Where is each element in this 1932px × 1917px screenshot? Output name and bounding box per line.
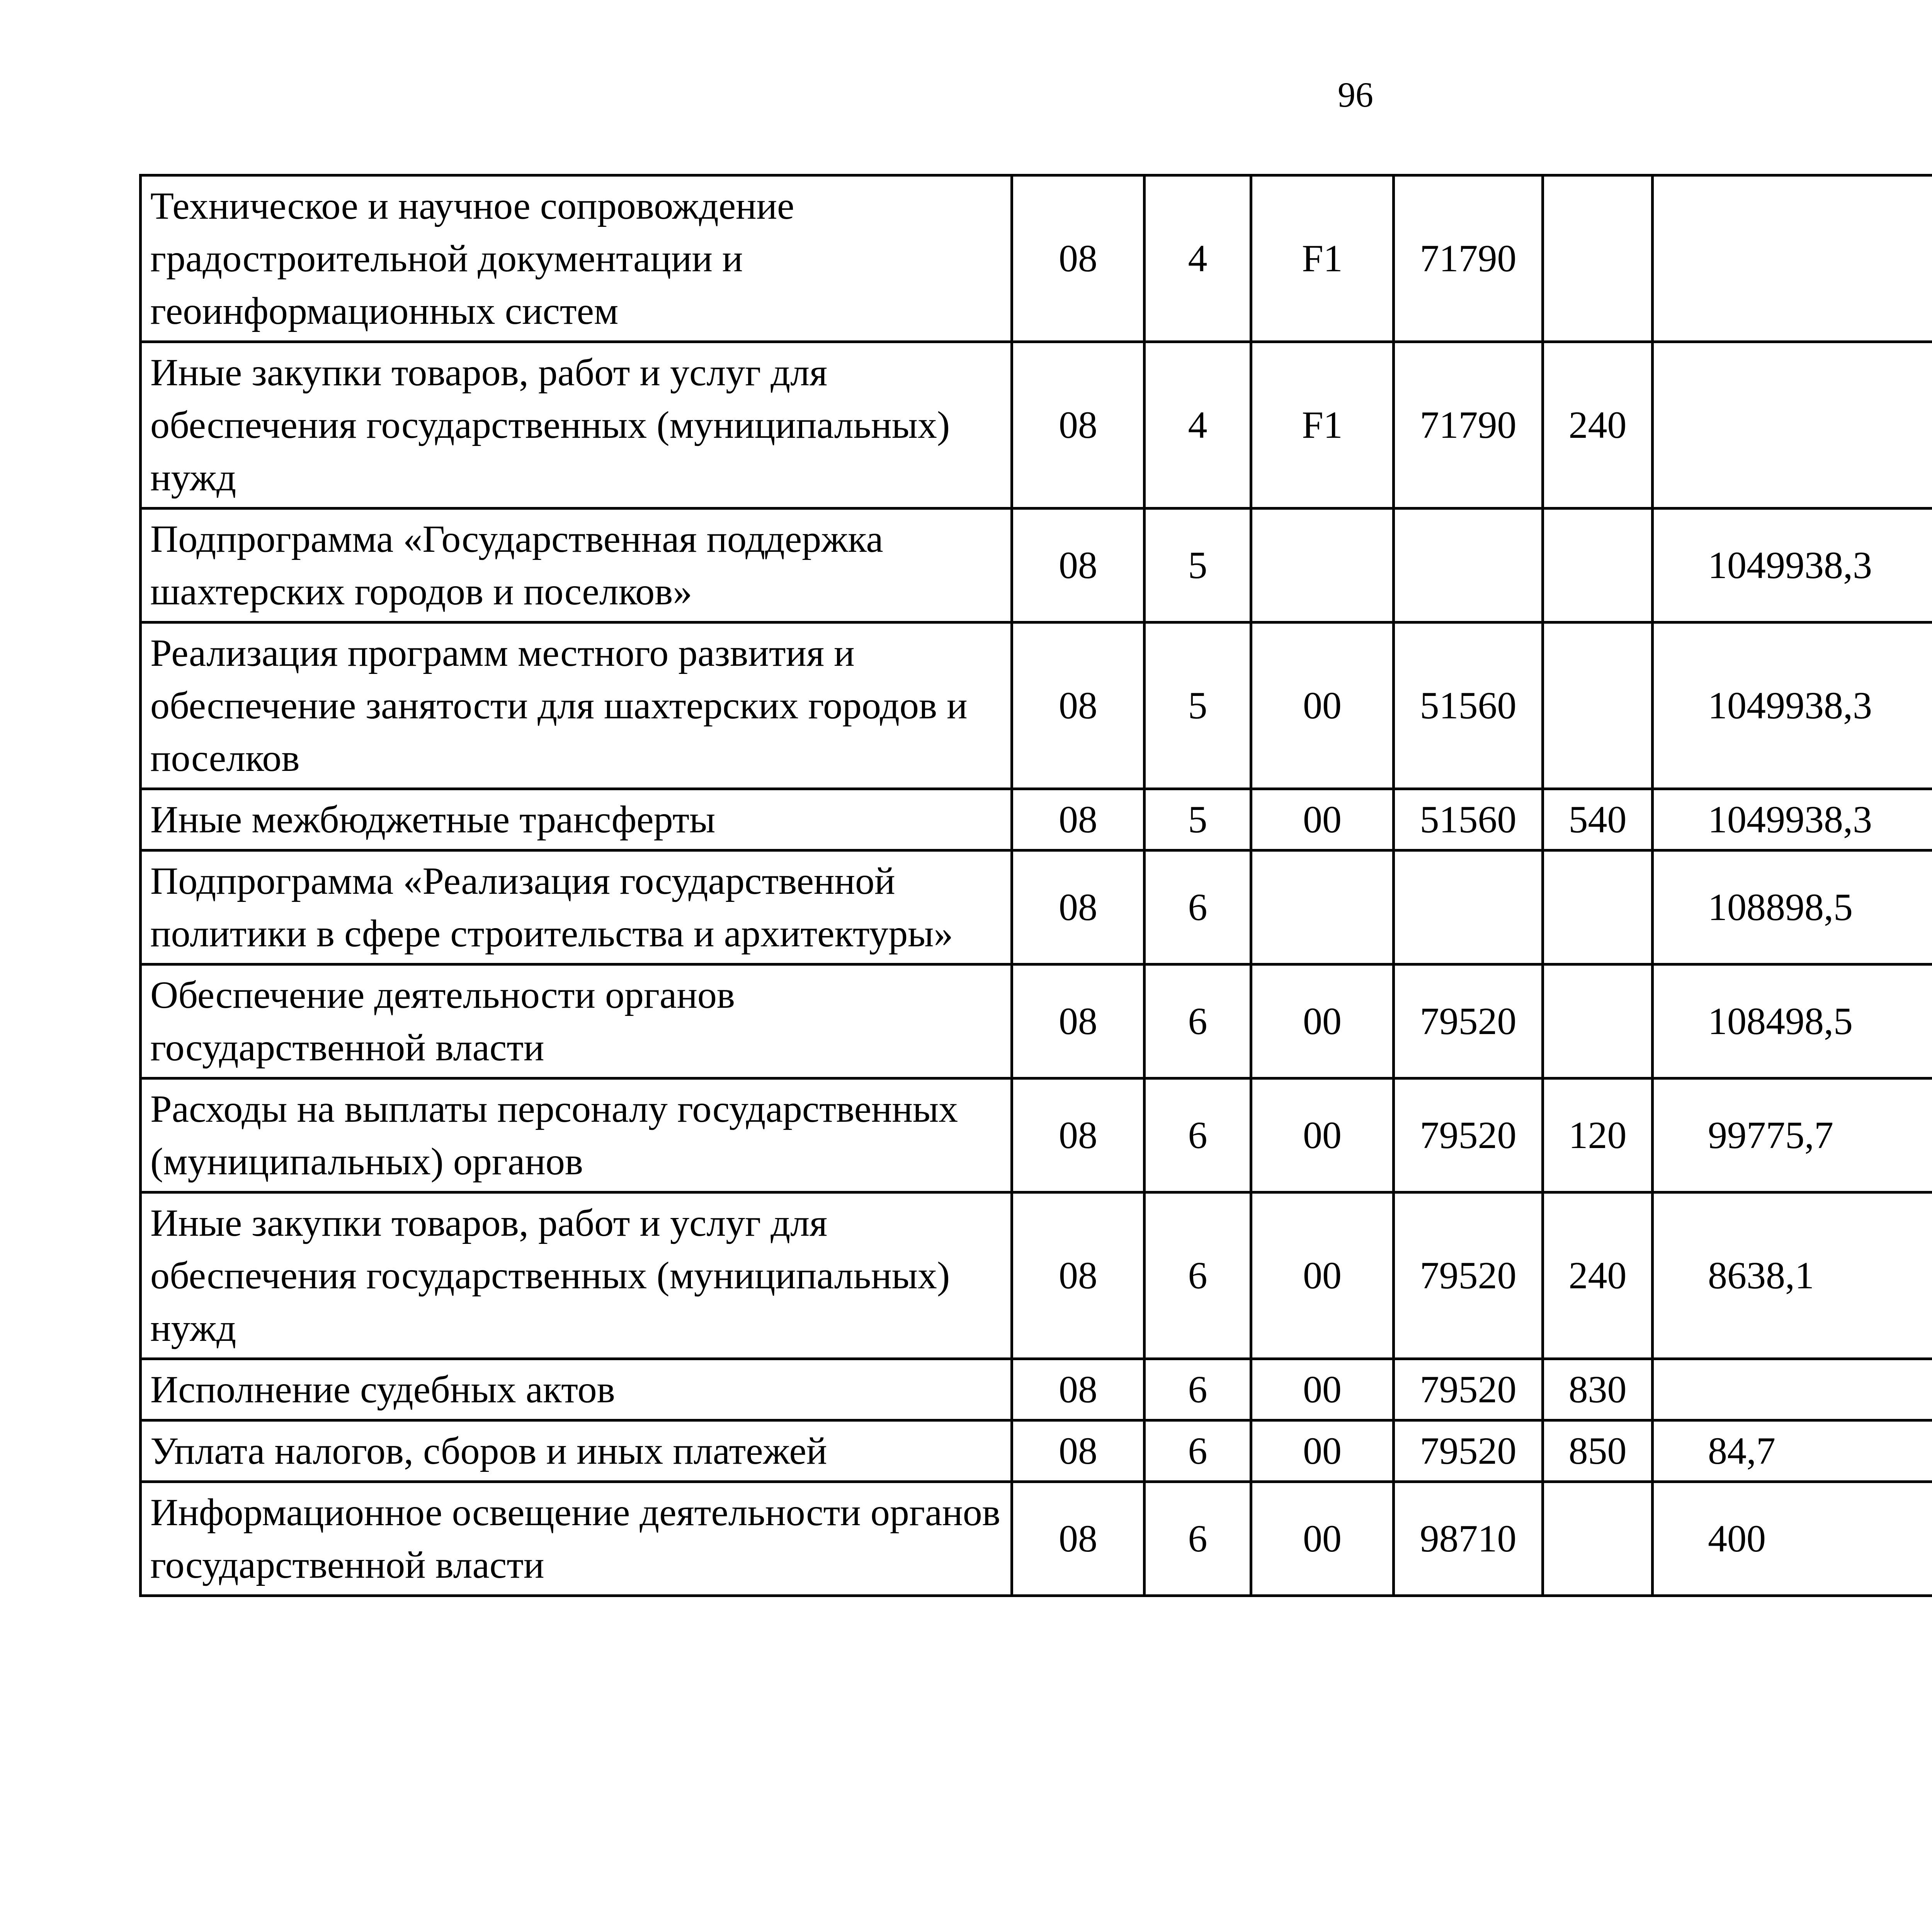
section-code-cell: 08 — [1012, 964, 1145, 1078]
table-row — [141, 1192, 1932, 1359]
expense-type-code-cell — [1543, 509, 1653, 623]
target-article-code-cell — [1251, 509, 1394, 623]
table-row — [141, 1482, 1932, 1596]
amount-year1-cell: 1049938,3 — [1653, 623, 1932, 789]
subprogram-code-cell: 5 — [1145, 509, 1251, 623]
expense-type-code-cell: 850 — [1543, 1420, 1653, 1482]
expense-type-code-cell — [1543, 175, 1653, 342]
target-article-code-cell: 00 — [1251, 1359, 1394, 1420]
expense-direction-code-cell: 79520 — [1394, 1078, 1543, 1192]
item-name-cell: Расходы на выплаты персоналу государственных (муниципальных) органов — [141, 1078, 1012, 1192]
section-code-cell: 08 — [1012, 850, 1145, 964]
amount-year1-cell: 400 — [1653, 1482, 1932, 1596]
item-name-cell: Исполнение судебных актов — [141, 1359, 1012, 1420]
target-article-code-cell: 00 — [1251, 1482, 1394, 1596]
expense-type-code-cell: 120 — [1543, 1078, 1653, 1192]
table-row — [141, 1420, 1932, 1482]
item-name-cell: Техническое и научное сопровождение градостроительной документации и геоинформационных систем — [141, 175, 1012, 342]
table-row — [141, 509, 1932, 623]
item-name-cell: Обеспечение деятельности органов государственной власти — [141, 964, 1012, 1078]
item-name-cell: Иные закупки товаров, работ и услуг для обеспечения государственных (муниципальных) нужд — [141, 1192, 1012, 1359]
item-name-cell: Подпрограмма «Реализация государственной политики в сфере строительства и архитектуры» — [141, 850, 1012, 964]
item-name-cell: Реализация программ местного развития и обеспечение занятости для шахтерских городов и поселков — [141, 623, 1012, 789]
section-code-cell: 08 — [1012, 509, 1145, 623]
table-row — [141, 964, 1932, 1078]
item-name-cell: Уплата налогов, сборов и иных платежей — [141, 1420, 1012, 1482]
amount-year1-cell: 108498,5 — [1653, 964, 1932, 1078]
expense-direction-code-cell: 98710 — [1394, 1482, 1543, 1596]
target-article-code-cell: 00 — [1251, 623, 1394, 789]
target-article-code-cell: 00 — [1251, 1192, 1394, 1359]
amount-year1-cell: 1049938,3 — [1653, 509, 1932, 623]
expense-direction-code-cell: 51560 — [1394, 789, 1543, 850]
section-code-cell: 08 — [1012, 623, 1145, 789]
section-code-cell: 08 — [1012, 1482, 1145, 1596]
table-row — [141, 789, 1932, 850]
table-row — [141, 175, 1932, 342]
target-article-code-cell: 00 — [1251, 964, 1394, 1078]
section-code-cell: 08 — [1012, 1078, 1145, 1192]
subprogram-code-cell: 5 — [1145, 623, 1251, 789]
table-row — [141, 1359, 1932, 1420]
target-article-code-cell: F1 — [1251, 342, 1394, 509]
expense-type-code-cell — [1543, 623, 1653, 789]
table-row — [141, 850, 1932, 964]
expense-type-code-cell — [1543, 1482, 1653, 1596]
table-row — [141, 1078, 1932, 1192]
budget-table-body — [141, 175, 1932, 1596]
amount-year1-cell: 84,7 — [1653, 1420, 1932, 1482]
amount-year1-cell — [1653, 1359, 1932, 1420]
section-code-cell: 08 — [1012, 789, 1145, 850]
subprogram-code-cell: 6 — [1145, 1420, 1251, 1482]
subprogram-code-cell: 6 — [1145, 1078, 1251, 1192]
section-code-cell: 08 — [1012, 1420, 1145, 1482]
expense-type-code-cell: 240 — [1543, 342, 1653, 509]
section-code-cell: 08 — [1012, 342, 1145, 509]
subprogram-code-cell: 6 — [1145, 1192, 1251, 1359]
item-name-cell: Иные межбюджетные трансферты — [141, 789, 1012, 850]
expense-direction-code-cell: 79520 — [1394, 1359, 1543, 1420]
expense-direction-code-cell: 79520 — [1394, 1420, 1543, 1482]
expense-type-code-cell: 830 — [1543, 1359, 1653, 1420]
target-article-code-cell: 00 — [1251, 789, 1394, 850]
expense-direction-code-cell: 79520 — [1394, 964, 1543, 1078]
subprogram-code-cell: 4 — [1145, 175, 1251, 342]
expense-type-code-cell — [1543, 964, 1653, 1078]
item-name-cell: Подпрограмма «Государственная поддержка шахтерских городов и поселков» — [141, 509, 1012, 623]
subprogram-code-cell: 4 — [1145, 342, 1251, 509]
expense-direction-code-cell: 71790 — [1394, 175, 1543, 342]
item-name-cell: Иные закупки товаров, работ и услуг для обеспечения государственных (муниципальных) нужд — [141, 342, 1012, 509]
target-article-code-cell: 00 — [1251, 1420, 1394, 1482]
expense-direction-code-cell: 71790 — [1394, 342, 1543, 509]
subprogram-code-cell: 6 — [1145, 850, 1251, 964]
expense-direction-code-cell — [1394, 850, 1543, 964]
subprogram-code-cell: 5 — [1145, 789, 1251, 850]
amount-year1-cell: 8638,1 — [1653, 1192, 1932, 1359]
expense-type-code-cell — [1543, 850, 1653, 964]
amount-year1-cell: 108898,5 — [1653, 850, 1932, 964]
page-number: 96 — [1338, 75, 1373, 114]
table-row — [141, 623, 1932, 789]
subprogram-code-cell: 6 — [1145, 1482, 1251, 1596]
amount-year1-cell: 1049938,3 — [1653, 789, 1932, 850]
amount-year1-cell — [1653, 175, 1932, 342]
target-article-code-cell: F1 — [1251, 175, 1394, 342]
expense-direction-code-cell: 51560 — [1394, 623, 1543, 789]
section-code-cell: 08 — [1012, 175, 1145, 342]
amount-year1-cell: 99775,7 — [1653, 1078, 1932, 1192]
subprogram-code-cell: 6 — [1145, 964, 1251, 1078]
expense-type-code-cell: 240 — [1543, 1192, 1653, 1359]
section-code-cell: 08 — [1012, 1359, 1145, 1420]
expense-type-code-cell: 540 — [1543, 789, 1653, 850]
target-article-code-cell — [1251, 850, 1394, 964]
expense-direction-code-cell: 79520 — [1394, 1192, 1543, 1359]
expense-direction-code-cell — [1394, 509, 1543, 623]
subprogram-code-cell: 6 — [1145, 1359, 1251, 1420]
budget-table — [139, 174, 1932, 1597]
table-row — [141, 342, 1932, 509]
item-name-cell: Информационное освещение деятельности органов государственной власти — [141, 1482, 1012, 1596]
target-article-code-cell: 00 — [1251, 1078, 1394, 1192]
amount-year1-cell — [1653, 342, 1932, 509]
section-code-cell: 08 — [1012, 1192, 1145, 1359]
